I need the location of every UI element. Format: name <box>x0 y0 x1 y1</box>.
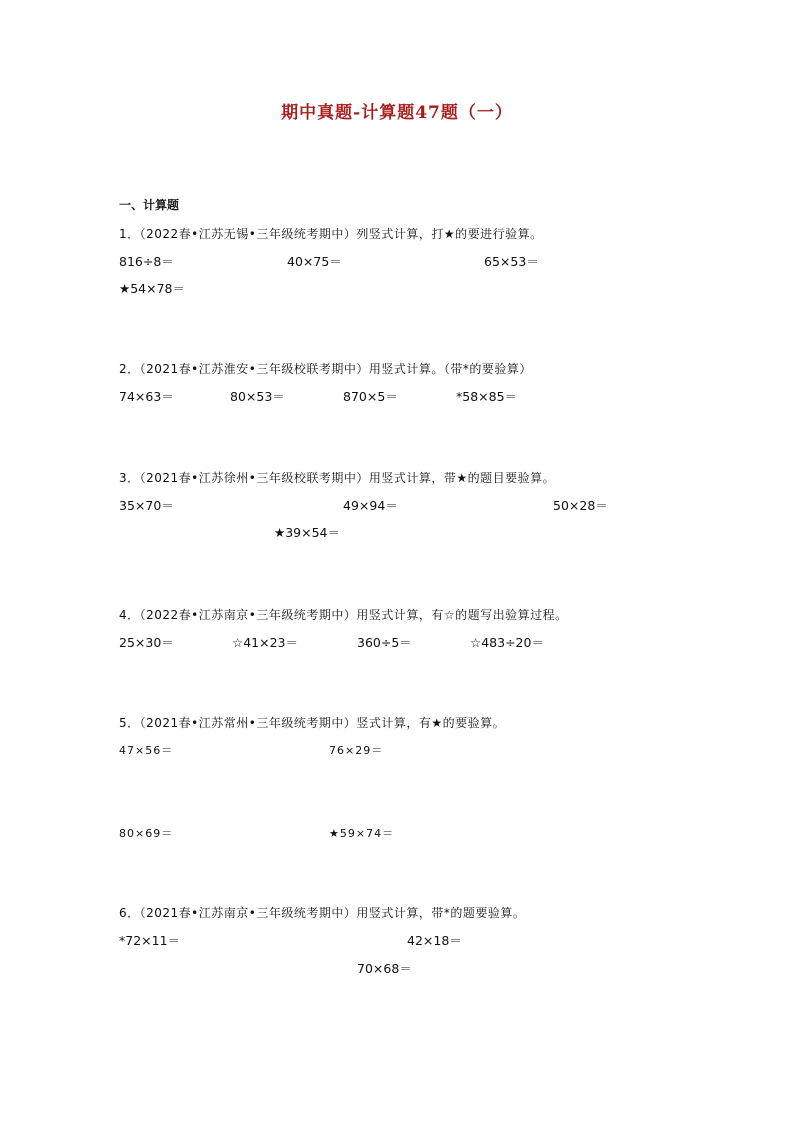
section-heading: 一、计算题 <box>119 198 180 212</box>
question-5-item-2: 76×29＝ <box>329 744 384 757</box>
question-1-item-2: 40×75＝ <box>287 254 342 269</box>
question-4-header: 4．（2022春•江苏南京•三年级统考期中）用竖式计算，有☆的题写出验算过程。 <box>119 608 568 622</box>
question-2-item-4: *58×85＝ <box>456 389 518 404</box>
question-2-item-3: 870×5＝ <box>343 389 398 404</box>
question-1-header: 1．（2022春•江苏无锡•三年级统考期中）列竖式计算，打★的要进行验算。 <box>119 227 543 241</box>
question-2-header: 2．（2021春•江苏淮安•三年级校联考期中）用竖式计算。（带*的要验算） <box>119 362 532 376</box>
question-6-item-2: 42×18＝ <box>407 933 462 948</box>
question-3-item-1: 35×70＝ <box>119 498 174 513</box>
question-3-header: 3．（2021春•江苏徐州•三年级校联考期中）用竖式计算，带★的题目要验算。 <box>119 471 556 485</box>
question-5-header: 5．（2021春•江苏常州•三年级统考期中）竖式计算，有★的要验算。 <box>119 716 506 730</box>
question-3-item-3: 50×28＝ <box>553 498 608 513</box>
question-6-item-1: *72×11＝ <box>119 933 181 948</box>
question-2-item-1: 74×63＝ <box>119 389 174 404</box>
question-3-item-4: ★39×54＝ <box>274 525 340 540</box>
question-1-item-3: 65×53＝ <box>484 254 539 269</box>
question-5-item-1: 47×56＝ <box>119 744 174 757</box>
question-4-item-1: 25×30＝ <box>119 635 174 650</box>
question-4-item-3: 360÷5＝ <box>357 635 412 650</box>
question-2-item-2: 80×53＝ <box>230 389 285 404</box>
page-title: 期中真题-计算题47题（一） <box>281 103 513 123</box>
question-4-item-4: ☆483÷20＝ <box>470 635 544 650</box>
question-1-item-4: ★54×78＝ <box>119 281 185 296</box>
question-5-item-3: 80×69＝ <box>119 827 174 840</box>
question-6-header: 6．（2021春•江苏南京•三年级统考期中）用竖式计算，带*的题要验算。 <box>119 906 526 920</box>
question-4-item-2: ☆41×23＝ <box>232 635 298 650</box>
question-1-item-1: 816÷8＝ <box>119 254 174 269</box>
question-6-item-3: 70×68＝ <box>357 961 412 976</box>
question-5-item-4: ★59×74＝ <box>329 827 395 840</box>
question-3-item-2: 49×94＝ <box>343 498 398 513</box>
